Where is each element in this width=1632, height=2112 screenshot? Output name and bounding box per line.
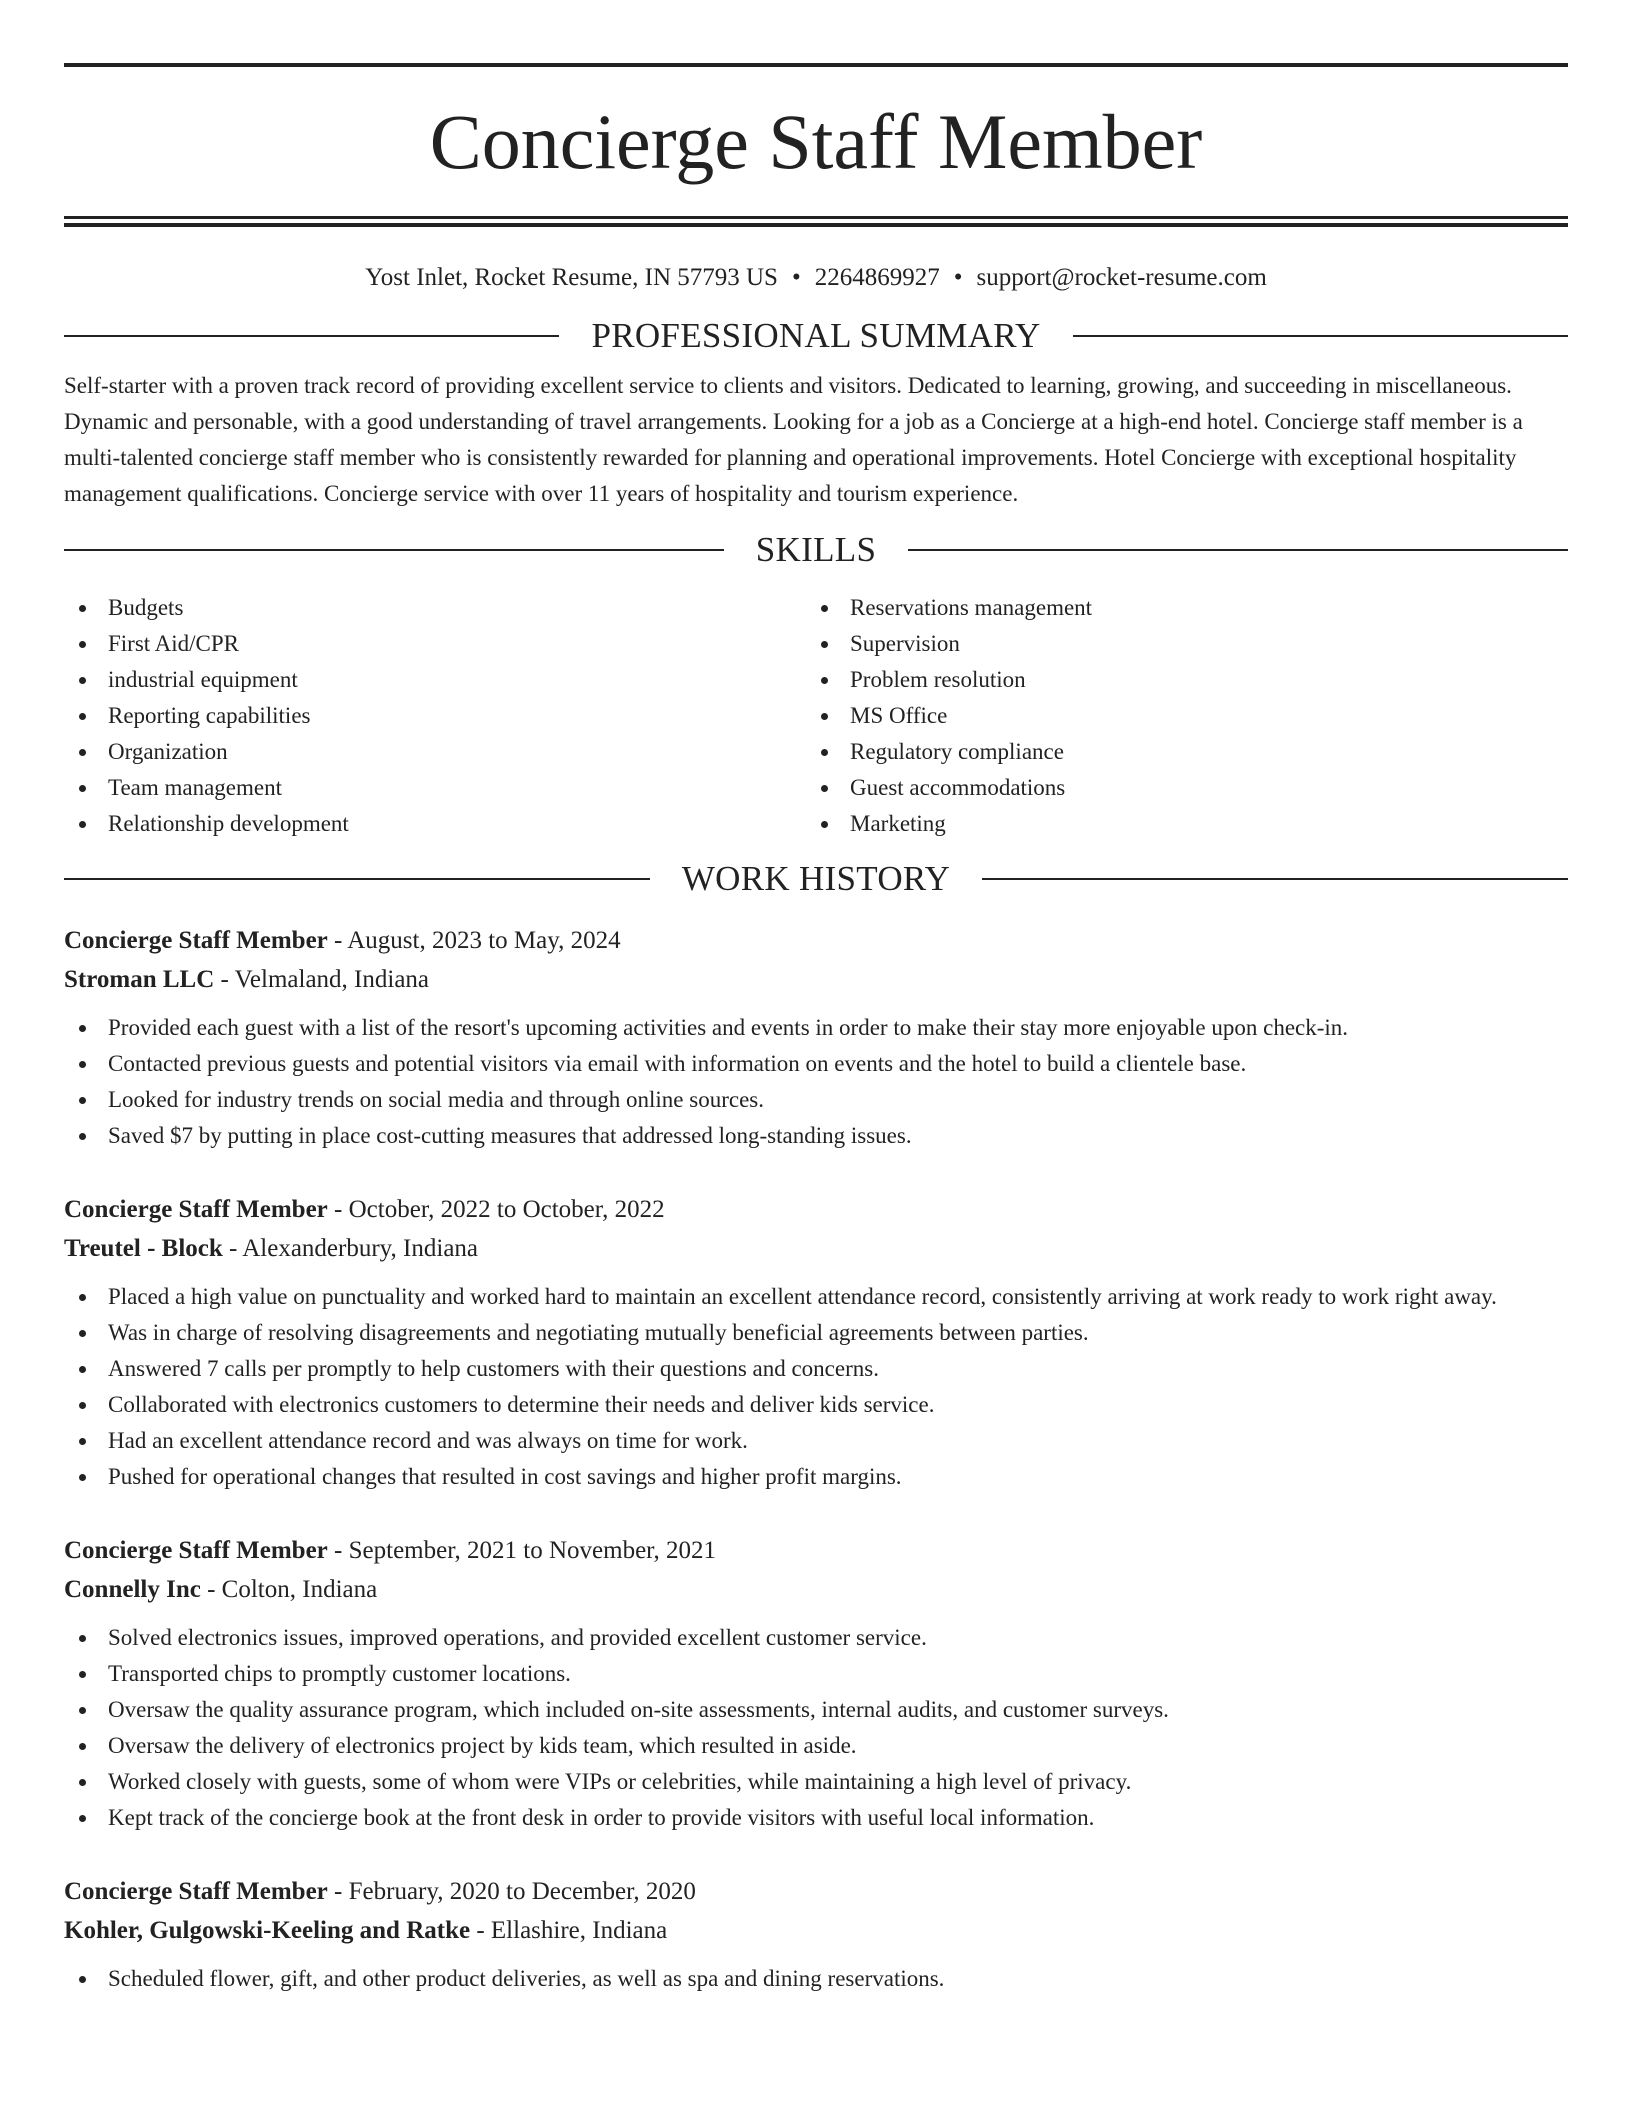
job-title: Concierge Staff Member (64, 927, 328, 954)
job-location: Velmaland, Indiana (234, 966, 430, 993)
job-dash: - (327, 927, 348, 954)
heading-rule-left (64, 335, 559, 337)
contact-phone: 2264869927 (814, 264, 940, 291)
skill-item: Team management (64, 770, 806, 806)
skill-item: Problem resolution (806, 662, 1548, 698)
skill-item: Marketing (806, 806, 1548, 842)
skill-item: Regulatory compliance (806, 734, 1548, 770)
work-history-heading-text: WORK HISTORY (681, 859, 951, 898)
header-double-rule (64, 216, 1568, 227)
candidate-name: Concierge Staff Member (429, 98, 1203, 185)
job-bullet-list (64, 1620, 1568, 1836)
summary-heading-text: PROFESSIONAL SUMMARY (591, 316, 1041, 355)
job-bullet: Answered 7 calls per promptly to help customers with their questions and concerns. (64, 1351, 1568, 1387)
skills-heading-text: SKILLS (755, 530, 877, 569)
contact-line (64, 262, 1568, 294)
heading-rule-left (64, 878, 650, 880)
contact-address: Yost Inlet, Rocket Resume, IN 57793 US (365, 264, 778, 291)
job-dash: - (327, 1537, 349, 1564)
job-dash: - (327, 1878, 349, 1905)
job-bullet: Oversaw the delivery of electronics project by kids team, which resulted in aside. (64, 1728, 1568, 1764)
job-company-line (64, 1570, 1568, 1609)
heading-rule-left (64, 549, 724, 551)
skills-columns (64, 590, 1568, 842)
job-bullet: Collaborated with electronics customers to determine their needs and deliver kids service. (64, 1387, 1568, 1423)
contact-email: support@rocket-resume.com (976, 264, 1267, 291)
job-entry (64, 1531, 1568, 1836)
job-bullet: Saved $7 by putting in place cost-cutting measures that addressed long-standing issues. (64, 1118, 1568, 1154)
job-entry (64, 1190, 1568, 1495)
job-entry (64, 921, 1568, 1154)
job-bullet: Was in charge of resolving disagreements and negotiating mutually beneficial agreements between parties. (64, 1315, 1568, 1351)
job-company-line (64, 960, 1568, 999)
work-history-list (64, 921, 1568, 1997)
job-title: Concierge Staff Member (64, 1878, 328, 1905)
job-entry (64, 1872, 1568, 1997)
job-company: Kohler, Gulgowski-Keeling and Ratke (64, 1917, 471, 1944)
job-company-line (64, 1911, 1568, 1950)
job-company: Treutel - Block (64, 1235, 223, 1262)
skill-item: Reservations management (806, 590, 1548, 626)
resume-page (64, 0, 1568, 1997)
job-bullet: Contacted previous guests and potential visitors via email with information on events and the hotel to build a clientele base. (64, 1046, 1568, 1082)
job-bullet: Solved electronics issues, improved operations, and provided excellent customer service. (64, 1620, 1568, 1656)
job-bullet: Had an excellent attendance record and was always on time for work. (64, 1423, 1568, 1459)
job-dash: - (327, 1196, 349, 1223)
job-location: Ellashire, Indiana (490, 1917, 668, 1944)
contact-separator: • (953, 264, 963, 291)
job-dash: - (470, 1917, 491, 1944)
job-title-line (64, 1872, 1568, 1911)
job-dates: September, 2021 to November, 2021 (348, 1537, 716, 1564)
skill-item: Budgets (64, 590, 806, 626)
job-bullet: Transported chips to promptly customer locations. (64, 1656, 1568, 1692)
skill-item: industrial equipment (64, 662, 806, 698)
skill-item: Organization (64, 734, 806, 770)
skill-item: Guest accommodations (806, 770, 1548, 806)
job-location: Alexanderbury, Indiana (242, 1235, 479, 1262)
job-bullet: Looked for industry trends on social media and through online sources. (64, 1082, 1568, 1118)
contact-separator: • (791, 264, 801, 291)
job-title: Concierge Staff Member (64, 1537, 328, 1564)
job-bullet: Placed a high value on punctuality and worked hard to maintain an excellent attendance record, consistently arriving at work ready to work right away. (64, 1279, 1568, 1315)
job-title-line (64, 921, 1568, 960)
job-company: Connelly Inc (64, 1576, 201, 1603)
job-dates: February, 2020 to December, 2020 (348, 1878, 696, 1905)
skill-item: MS Office (806, 698, 1548, 734)
job-bullet: Scheduled flower, gift, and other product deliveries, as well as spa and dining reservations. (64, 1961, 1568, 1997)
heading-rule-right (1073, 335, 1568, 337)
skill-item: Reporting capabilities (64, 698, 806, 734)
job-bullet: Oversaw the quality assurance program, which included on-site assessments, internal audits, and customer surveys. (64, 1692, 1568, 1728)
job-bullet: Worked closely with guests, some of whom were VIPs or celebrities, while maintaining a high level of privacy. (64, 1764, 1568, 1800)
job-company-line (64, 1229, 1568, 1268)
summary-text: Self-starter with a proven track record of providing excellent service to clients and visitors. Dedicated to learning, growing, and succeeding in miscellaneous. Dynamic and personable, with a good understanding of travel arrangements. Looking for a job as a Concierge at a high-end hotel. Concierge staff member is a multi-talented concierge staff member who is consistently rewarded for planning and operational improvements. Hotel Concierge with exceptional hospitality management qualifications. Concierge service with over 11 years of hospitality and tourism experience. (64, 373, 1523, 506)
job-dash: - (200, 1576, 222, 1603)
skills-list-right (806, 590, 1548, 842)
job-dash: - (214, 966, 235, 993)
skill-item: Supervision (806, 626, 1548, 662)
header-top-rule (64, 63, 1568, 67)
heading-rule-right (982, 878, 1568, 880)
job-bullet-list (64, 1279, 1568, 1495)
job-bullet: Kept track of the concierge book at the front desk in order to provide visitors with useful local information. (64, 1800, 1568, 1836)
job-bullet: Provided each guest with a list of the resort's upcoming activities and events in order to make their stay more enjoyable upon check-in. (64, 1010, 1568, 1046)
job-bullet: Pushed for operational changes that resulted in cost savings and higher profit margins. (64, 1459, 1568, 1495)
job-title: Concierge Staff Member (64, 1196, 328, 1223)
skill-item: Relationship development (64, 806, 806, 842)
job-bullet-list (64, 1010, 1568, 1154)
heading-rule-right (908, 549, 1568, 551)
summary-heading (64, 316, 1568, 356)
skill-item: First Aid/CPR (64, 626, 806, 662)
skills-list-left (64, 590, 806, 842)
job-dash: - (222, 1235, 243, 1262)
skills-heading (64, 530, 1568, 570)
job-dates: August, 2023 to May, 2024 (347, 927, 621, 954)
work-history-heading (64, 859, 1568, 899)
job-title-line (64, 1190, 1568, 1229)
job-title-line (64, 1531, 1568, 1570)
job-location: Colton, Indiana (221, 1576, 378, 1603)
job-dates: October, 2022 to October, 2022 (348, 1196, 665, 1223)
job-bullet-list (64, 1961, 1568, 1997)
job-company: Stroman LLC (64, 966, 215, 993)
